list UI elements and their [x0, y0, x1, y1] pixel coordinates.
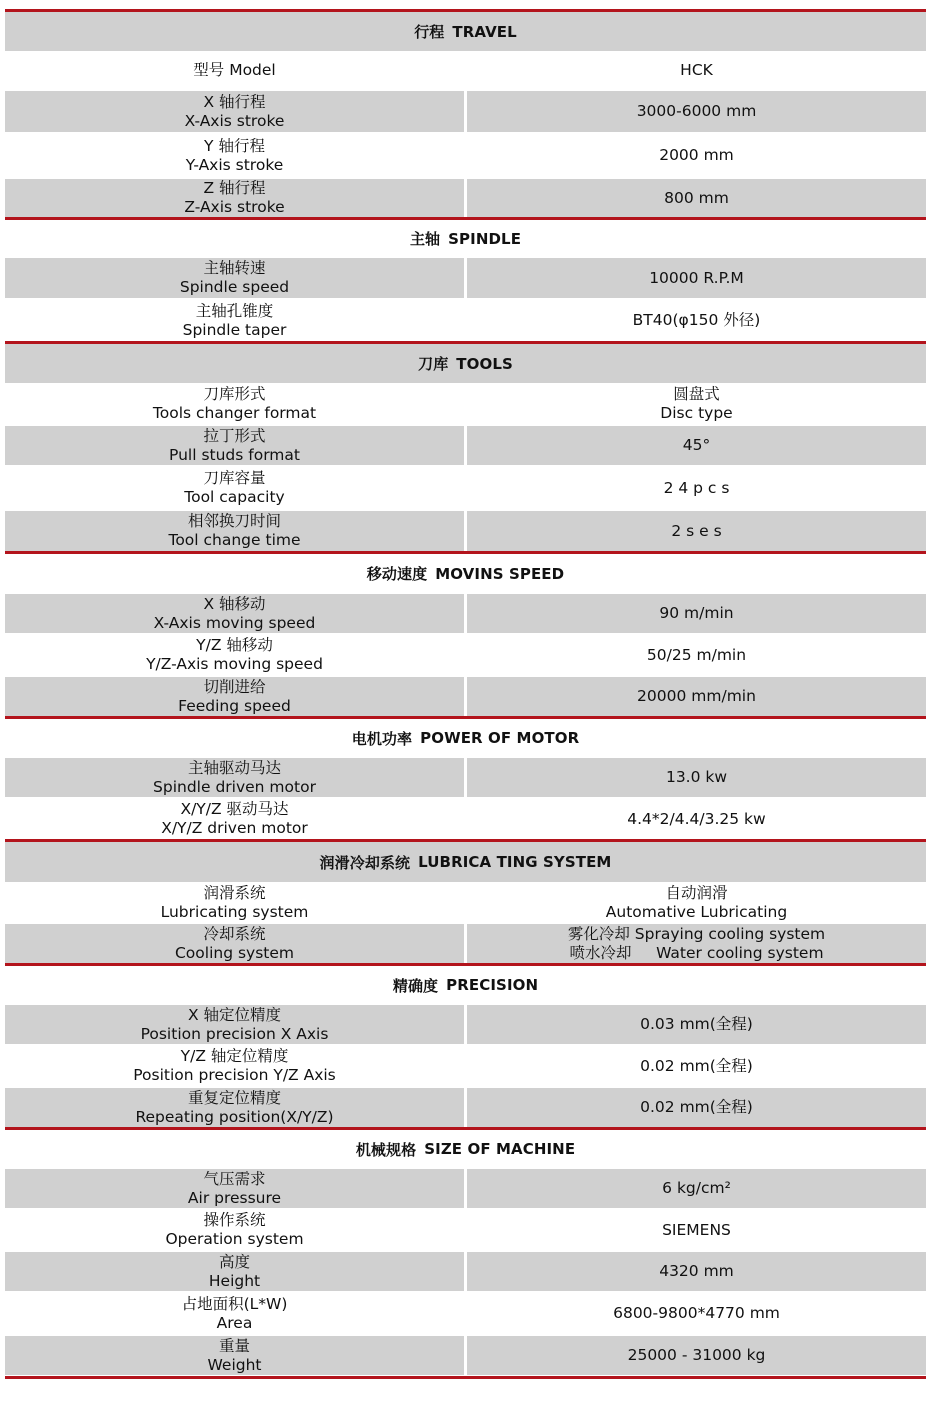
spec-value-cell — [467, 758, 926, 797]
spec-row — [5, 52, 926, 89]
spec-label-en: Height — [208, 1271, 261, 1290]
spec-section — [5, 217, 926, 341]
spec-label-en: Spindle speed — [179, 278, 290, 296]
spec-label-zh: 冷却系统 — [203, 924, 266, 943]
spec-row — [5, 1005, 926, 1044]
section-title-en: SIZE OF MACHINE — [424, 1140, 576, 1158]
spec-label-en: Position precision X Axis — [140, 1024, 329, 1043]
spec-row — [5, 594, 926, 633]
spec-value: Automative Lubricating — [605, 902, 788, 921]
spec-value-cell — [467, 467, 926, 509]
spec-value: 90 m/min — [659, 604, 734, 622]
spec-value: Disc type — [660, 404, 733, 422]
section-title-zh: 行程 — [414, 23, 445, 41]
spec-label-zh: Z 轴行程 — [203, 179, 266, 197]
spec-section — [5, 9, 926, 217]
spec-row — [5, 300, 926, 341]
spec-row — [5, 467, 926, 509]
section-title-en: TOOLS — [456, 354, 513, 373]
spec-row — [5, 134, 926, 177]
spec-row — [5, 1293, 926, 1334]
spec-value: 3000-6000 mm — [636, 102, 757, 120]
spec-section — [5, 341, 926, 551]
spec-label-en: Y/Z-Axis moving speed — [146, 655, 323, 673]
spec-row — [5, 1046, 926, 1086]
spec-section — [5, 551, 926, 716]
spec-label-cell — [5, 179, 464, 217]
spec-label-en: Weight — [207, 1355, 262, 1374]
spec-label-en: Tools changer format — [152, 404, 317, 422]
section-header — [5, 220, 926, 257]
spec-label-cell — [5, 635, 464, 675]
spec-label-cell — [5, 426, 464, 465]
spec-value-cell — [467, 1169, 926, 1208]
section-header — [5, 554, 926, 593]
spec-value: 800 mm — [664, 188, 729, 207]
spec-value-cell — [467, 1210, 926, 1250]
spec-label-en: Tool change time — [168, 531, 301, 549]
spec-label-en: X/Y/Z driven motor — [161, 819, 308, 837]
spec-label-zh: 高度 — [218, 1252, 250, 1271]
spec-label-en: Position precision Y/Z Axis — [133, 1066, 336, 1084]
spec-value: 喷水冷却 Water cooling system — [569, 943, 824, 962]
spec-value: 0.02 mm(全程) — [640, 1056, 753, 1075]
spec-value-cell — [467, 511, 926, 551]
spec-row — [5, 758, 926, 797]
spec-label-zh: 气压需求 — [203, 1169, 266, 1188]
spec-label-zh: 润滑系统 — [203, 883, 266, 902]
spec-value-cell — [467, 635, 926, 675]
spec-label-cell — [5, 799, 464, 839]
spec-section — [5, 963, 926, 1127]
section-rows — [5, 758, 926, 839]
spec-label-en: X-Axis stroke — [184, 111, 285, 130]
section-title-zh: 电机功率 — [351, 729, 413, 748]
spec-label-en: Lubricating system — [160, 902, 309, 921]
spec-row — [5, 1088, 926, 1127]
spec-value: 2 4 p c s — [663, 478, 730, 497]
spec-row — [5, 1210, 926, 1250]
spec-label-en: Z-Axis stroke — [184, 198, 285, 216]
spec-label-zh: 刀库容量 — [203, 469, 266, 487]
spec-value-cell — [467, 52, 926, 89]
spec-value: 2 s e s — [671, 521, 722, 540]
spec-value-cell — [467, 426, 926, 465]
spec-label-zh: 占地面积(L*W) — [181, 1294, 288, 1313]
spec-value-cell — [467, 134, 926, 177]
spec-row — [5, 91, 926, 132]
spec-value: SIEMENS — [662, 1220, 731, 1239]
spec-label-cell — [5, 467, 464, 509]
spec-label-cell — [5, 758, 464, 797]
spec-value: BT40(φ150 外径) — [632, 311, 761, 329]
spec-label-en: Spindle taper — [182, 320, 287, 339]
spec-label-en: Pull studs format — [169, 445, 300, 464]
section-header — [5, 719, 926, 757]
spec-label-zh: 主轴孔锥度 — [195, 301, 274, 320]
spec-label-zh: 刀库形式 — [203, 385, 266, 403]
section-header — [5, 842, 926, 882]
spec-label-zh: 主轴驱动马达 — [187, 758, 281, 777]
spec-label-en: Repeating position(X/Y/Z) — [135, 1107, 334, 1126]
spec-value: 25000 - 31000 kg — [627, 1346, 766, 1364]
spec-label-cell — [5, 1169, 464, 1208]
spec-label-zh: 重复定位精度 — [187, 1088, 281, 1107]
section-header — [5, 344, 926, 383]
spec-row — [5, 635, 926, 675]
spec-value: 2000 mm — [659, 146, 734, 164]
spec-section — [5, 839, 926, 963]
spec-value: 自动润滑 — [665, 883, 728, 902]
spec-value-cell — [467, 1088, 926, 1127]
spec-label-cell — [5, 677, 464, 716]
section-title-en: TRAVEL — [452, 22, 517, 41]
spec-label-zh: 相邻换刀时间 — [187, 512, 281, 530]
spec-label-cell — [5, 1252, 464, 1291]
spec-label-cell — [5, 384, 464, 424]
section-title-zh: 润滑冷却系统 — [319, 853, 411, 872]
spec-row — [5, 1252, 926, 1291]
spec-row — [5, 1336, 926, 1375]
spec-value: 6 kg/cm² — [662, 1179, 731, 1197]
spec-row — [5, 677, 926, 716]
spec-label-en: Spindle driven motor — [153, 777, 316, 796]
spec-label-en: Y-Axis stroke — [185, 155, 284, 174]
spec-value-cell — [467, 1005, 926, 1044]
spec-value: 13.0 kw — [665, 768, 728, 786]
section-header — [5, 966, 926, 1004]
spec-label-cell — [5, 594, 464, 633]
spec-row — [5, 426, 926, 465]
spec-label-cell — [5, 258, 464, 298]
spec-row — [5, 924, 926, 963]
spec-label-cell — [5, 1005, 464, 1044]
spec-section — [5, 1127, 926, 1375]
spec-label-en: Area — [216, 1313, 253, 1332]
spec-value: 6800-9800*4770 mm — [613, 1304, 780, 1322]
spec-value-cell — [467, 594, 926, 633]
table-bottom-line — [5, 1376, 926, 1379]
spec-label-en: Operation system — [165, 1230, 304, 1248]
spec-label-cell — [5, 134, 464, 177]
spec-value-cell — [467, 1336, 926, 1375]
spec-value-cell — [467, 384, 926, 424]
spec-value-cell — [467, 677, 926, 716]
spec-label-cell — [5, 91, 464, 132]
spec-value-cell — [467, 258, 926, 298]
spec-value: 0.03 mm(全程) — [640, 1015, 753, 1033]
spec-value: 45° — [682, 436, 711, 454]
spec-label-zh: Y 轴行程 — [204, 136, 265, 155]
spec-label-zh: 切削进给 — [203, 677, 266, 696]
spec-row — [5, 384, 926, 424]
spec-label-cell — [5, 52, 464, 89]
spec-label-cell — [5, 883, 464, 922]
section-title-zh: 精确度 — [392, 976, 439, 995]
section-title-zh: 机械规格 — [355, 1140, 417, 1159]
spec-value: 10000 R.P.M — [649, 268, 744, 287]
spec-label-zh: X 轴移动 — [203, 594, 266, 613]
spec-value: 50/25 m/min — [646, 645, 747, 664]
section-title-en: MOVINS SPEED — [435, 564, 565, 583]
spec-value: 4320 mm — [659, 1262, 734, 1280]
spec-row — [5, 258, 926, 298]
section-rows — [5, 883, 926, 963]
section-title-en: LUBRICA TING SYSTEM — [418, 853, 612, 871]
spec-label-en: X-Axis moving speed — [153, 613, 316, 632]
spec-value: 0.02 mm(全程) — [640, 1098, 753, 1116]
spec-value-cell — [467, 91, 926, 132]
spec-value: 4.4*2/4.4/3.25 kw — [627, 809, 766, 828]
spec-label-zh: Y/Z 轴定位精度 — [180, 1047, 289, 1065]
spec-label-cell — [5, 924, 464, 963]
spec-row — [5, 883, 926, 922]
section-rows — [5, 1169, 926, 1375]
section-title-en: SPINDLE — [448, 229, 522, 248]
spec-label-zh: 主轴转速 — [203, 259, 266, 277]
section-title-en: PRECISION — [446, 976, 539, 994]
spec-label-cell — [5, 1336, 464, 1375]
spec-table — [5, 9, 926, 1379]
spec-label-en: Cooling system — [174, 943, 295, 962]
spec-label-cell — [5, 1046, 464, 1086]
spec-label-zh: 拉丁形式 — [203, 426, 266, 445]
section-title-en: POWER OF MOTOR — [420, 729, 580, 747]
spec-label-zh: X/Y/Z 驱动马达 — [180, 800, 289, 818]
spec-value: 圆盘式 — [673, 385, 720, 403]
spec-row — [5, 799, 926, 839]
section-rows — [5, 594, 926, 716]
spec-label-zh: 操作系统 — [203, 1211, 266, 1229]
spec-value: 20000 mm/min — [637, 687, 756, 705]
spec-label-cell — [5, 1293, 464, 1334]
spec-value-cell — [467, 179, 926, 217]
spec-value-cell — [467, 883, 926, 922]
spec-label-zh: 型号 Model — [193, 61, 276, 79]
spec-label-cell — [5, 1088, 464, 1127]
section-title-zh: 主轴 — [409, 230, 441, 248]
spec-label-zh: Y/Z 轴移动 — [196, 636, 273, 654]
spec-label-cell — [5, 511, 464, 551]
spec-label-zh: 重量 — [218, 1336, 250, 1355]
section-rows — [5, 384, 926, 551]
spec-label-zh: X 轴行程 — [203, 92, 266, 111]
spec-value-cell — [467, 799, 926, 839]
spec-label-en: Air pressure — [187, 1188, 282, 1207]
spec-section — [5, 716, 926, 839]
section-rows — [5, 52, 926, 217]
spec-row — [5, 179, 926, 217]
spec-label-zh: X 轴定位精度 — [187, 1005, 282, 1024]
spec-value-cell — [467, 924, 926, 963]
spec-value: HCK — [680, 61, 713, 79]
section-rows — [5, 1005, 926, 1127]
spec-label-cell — [5, 1210, 464, 1250]
section-title-zh: 刀库 — [418, 355, 449, 373]
spec-row — [5, 1169, 926, 1208]
spec-value: 雾化冷却 Spraying cooling system — [567, 924, 826, 943]
spec-row — [5, 511, 926, 551]
section-rows — [5, 258, 926, 341]
spec-label-en: Feeding speed — [178, 696, 291, 715]
spec-value-cell — [467, 300, 926, 341]
spec-label-cell — [5, 300, 464, 341]
section-header — [5, 1130, 926, 1168]
section-header — [5, 12, 926, 51]
spec-value-cell — [467, 1046, 926, 1086]
spec-value-cell — [467, 1252, 926, 1291]
section-title-zh: 移动速度 — [366, 565, 428, 583]
spec-value-cell — [467, 1293, 926, 1334]
spec-label-en: Tool capacity — [184, 488, 285, 506]
